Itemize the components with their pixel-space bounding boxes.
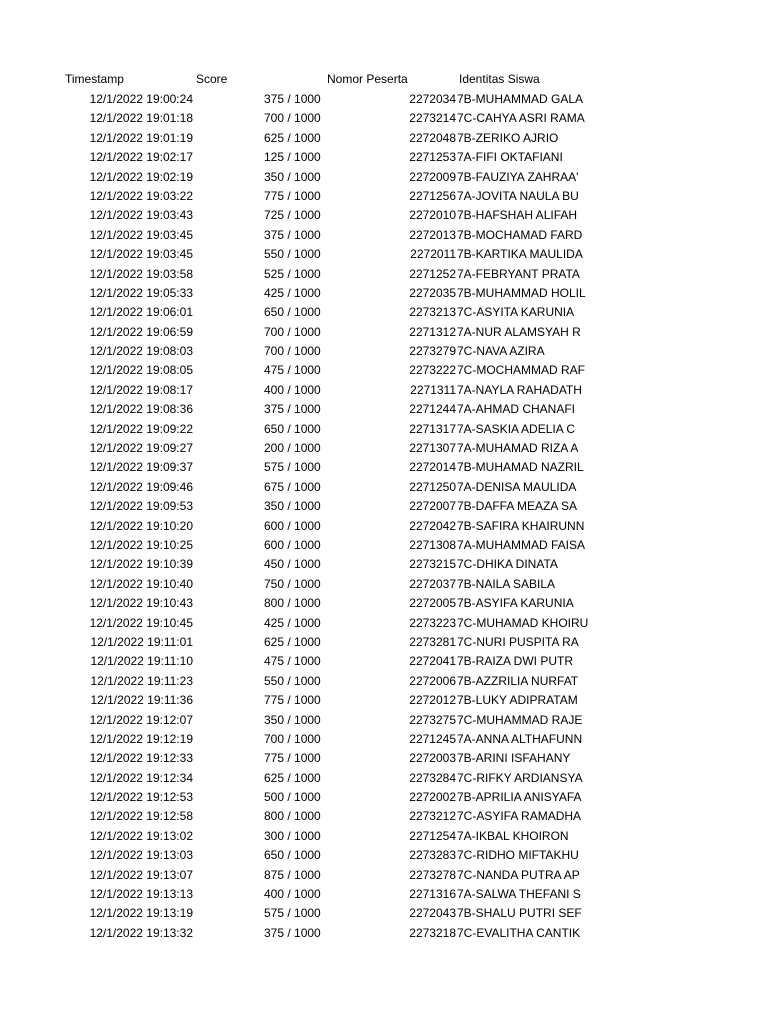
identitas-siswa-cell: 7A-JOVITA NAULA BU [457, 188, 579, 203]
table-row [0, 148, 768, 167]
timestamp-cell: 12/1/2022 19:03:45 [89, 247, 193, 262]
score-cell: 525 / 1000 [264, 266, 321, 281]
identitas-siswa-cell: 7C-RIDHO MIFTAKHU [457, 848, 579, 863]
score-cell: 350 / 1000 [264, 499, 321, 514]
table-row [0, 536, 768, 555]
identitas-siswa-cell: 7B-KARTIKA MAULIDA [457, 247, 583, 262]
identitas-siswa-cell: 7B-NAILA SABILA [457, 576, 556, 591]
nomor-peserta-cell: 2272035 [409, 285, 456, 300]
identitas-siswa-cell: 7C-DHIKA DINATA [457, 557, 558, 572]
table-row [0, 846, 768, 865]
identitas-siswa-cell: 7A-FEBRYANT PRATA [457, 266, 580, 281]
score-cell: 700 / 1000 [264, 344, 321, 359]
identitas-siswa-cell: 7B-MOCHAMAD FARD [457, 227, 583, 242]
table-row [0, 168, 768, 187]
identitas-siswa-cell: 7C-CAHYA ASRI RAMA [457, 111, 585, 126]
timestamp-cell: 12/1/2022 19:10:39 [89, 557, 193, 572]
nomor-peserta-cell: 2272011 [410, 247, 456, 262]
nomor-peserta-cell: 2271256 [409, 188, 456, 203]
nomor-peserta-cell: 2271254 [409, 828, 456, 843]
score-cell: 425 / 1000 [264, 285, 321, 300]
identitas-siswa-cell: 7B-ZERIKO AJRIO [457, 130, 559, 145]
timestamp-cell: 12/1/2022 19:01:19 [89, 130, 193, 145]
timestamp-cell: 12/1/2022 19:10:45 [89, 615, 193, 630]
table-row [0, 614, 768, 633]
identitas-siswa-cell: 7A-SASKIA ADELIA C [457, 421, 576, 436]
timestamp-cell: 12/1/2022 19:05:33 [89, 285, 193, 300]
timestamp-cell: 12/1/2022 19:12:07 [89, 712, 193, 727]
score-cell: 600 / 1000 [264, 537, 321, 552]
nomor-peserta-cell: 2272006 [409, 673, 456, 688]
nomor-peserta-cell: 2273284 [409, 770, 456, 785]
nomor-peserta-cell: 2271317 [409, 421, 456, 436]
header-identitas-siswa: Identitas Siswa [459, 72, 540, 86]
timestamp-cell: 12/1/2022 19:06:01 [89, 305, 193, 320]
nomor-peserta-cell: 2272037 [409, 576, 456, 591]
nomor-peserta-cell: 2273212 [409, 809, 456, 824]
table-row [0, 226, 768, 245]
score-cell: 700 / 1000 [264, 111, 321, 126]
table-row [0, 206, 768, 225]
score-cell: 375 / 1000 [264, 925, 321, 940]
timestamp-cell: 12/1/2022 19:10:40 [89, 576, 193, 591]
score-cell: 350 / 1000 [264, 169, 321, 184]
score-cell: 625 / 1000 [264, 130, 321, 145]
table-row [0, 400, 768, 419]
identitas-siswa-cell: 7B-APRILIA ANISYAFA [457, 790, 582, 805]
table-row [0, 652, 768, 671]
identitas-siswa-cell: 7A-NUR ALAMSYAH R [457, 324, 581, 339]
identitas-siswa-cell: 7C-NURI PUSPITA RA [457, 634, 579, 649]
timestamp-cell: 12/1/2022 19:10:20 [89, 518, 193, 533]
timestamp-cell: 12/1/2022 19:08:03 [89, 344, 193, 359]
table-row [0, 497, 768, 516]
table-row [0, 924, 768, 943]
table-row [0, 303, 768, 322]
table-row [0, 711, 768, 730]
timestamp-cell: 12/1/2022 19:00:24 [89, 92, 193, 106]
identitas-siswa-cell: 7B-HAFSHAH ALIFAH [457, 208, 578, 223]
timestamp-cell: 12/1/2022 19:10:25 [89, 537, 193, 552]
nomor-peserta-cell: 2271311 [410, 382, 456, 397]
identitas-siswa-cell: 7C-NAVA AZIRA [457, 344, 545, 359]
table-row [0, 904, 768, 923]
table-row [0, 555, 768, 574]
score-cell: 575 / 1000 [264, 460, 321, 475]
nomor-peserta-cell: 2273222 [409, 363, 456, 378]
timestamp-cell: 12/1/2022 19:08:17 [89, 382, 193, 397]
nomor-peserta-cell: 2273218 [409, 925, 456, 940]
identitas-siswa-cell: 7A-MUHAMMAD FAISA [457, 537, 586, 552]
identitas-siswa-cell: 7A-ANNA ALTHAFUNN [457, 731, 583, 746]
identitas-siswa-cell: 7C-NANDA PUTRA AP [457, 867, 580, 882]
nomor-peserta-cell: 2271316 [409, 887, 456, 902]
nomor-peserta-cell: 2272041 [409, 654, 456, 669]
score-cell: 650 / 1000 [264, 848, 321, 863]
identitas-siswa-cell: 7B-FAUZIYA ZAHRAA' [457, 169, 579, 184]
score-cell: 550 / 1000 [264, 673, 321, 688]
timestamp-cell: 12/1/2022 19:11:10 [90, 654, 193, 669]
nomor-peserta-cell: 2272007 [409, 499, 456, 514]
identitas-siswa-cell: 7B-ASYIFA KARUNIA [457, 596, 574, 611]
identitas-siswa-cell: 7A-FIFI OKTAFIANI [457, 150, 563, 165]
timestamp-cell: 12/1/2022 19:13:13 [89, 887, 193, 902]
score-cell: 550 / 1000 [264, 247, 321, 262]
table-row [0, 807, 768, 826]
score-cell: 200 / 1000 [264, 441, 321, 456]
identitas-siswa-cell: 7B-MUHAMMAD HOLIL [457, 285, 586, 300]
table-row [0, 478, 768, 497]
identitas-siswa-cell: 7C-ASYITA KARUNIA [457, 305, 575, 320]
score-cell: 775 / 1000 [264, 188, 321, 203]
nomor-peserta-cell: 2272005 [409, 596, 456, 611]
table-row [0, 265, 768, 284]
nomor-peserta-cell: 2271244 [409, 402, 456, 417]
table-row [0, 90, 768, 109]
identitas-siswa-cell: 7A-DENISA MAULIDA [457, 479, 577, 494]
table-row [0, 594, 768, 613]
timestamp-cell: 12/1/2022 19:13:03 [89, 848, 193, 863]
score-cell: 475 / 1000 [264, 363, 321, 378]
timestamp-cell: 12/1/2022 19:08:36 [89, 402, 193, 417]
identitas-siswa-cell: 7C-MUHAMMAD RAJE [457, 712, 583, 727]
timestamp-cell: 12/1/2022 19:09:53 [89, 499, 193, 514]
table-row [0, 575, 768, 594]
score-cell: 875 / 1000 [264, 867, 321, 882]
table-row [0, 109, 768, 128]
timestamp-cell: 12/1/2022 19:09:27 [89, 441, 193, 456]
score-cell: 775 / 1000 [264, 693, 321, 708]
table-row [0, 749, 768, 768]
table-row [0, 381, 768, 400]
table-row [0, 672, 768, 691]
score-cell: 475 / 1000 [264, 654, 321, 669]
nomor-peserta-cell: 2271253 [409, 150, 456, 165]
nomor-peserta-cell: 2272003 [409, 751, 456, 766]
nomor-peserta-cell: 2273283 [409, 848, 456, 863]
score-cell: 800 / 1000 [264, 809, 321, 824]
identitas-siswa-cell: 7B-SHALU PUTRI SEF [457, 906, 582, 921]
identitas-siswa-cell: 7A-SALWA THEFANI S [457, 887, 581, 902]
identitas-siswa-cell: 7B-ARINI ISFAHANY [457, 751, 571, 766]
table-row [0, 517, 768, 536]
table-row [0, 187, 768, 206]
score-cell: 650 / 1000 [264, 305, 321, 320]
nomor-peserta-cell: 2273213 [409, 305, 456, 320]
identitas-siswa-cell: 7B-LUKY ADIPRATAM [457, 693, 578, 708]
timestamp-cell: 12/1/2022 19:09:46 [89, 479, 193, 494]
table-row [0, 458, 768, 477]
timestamp-cell: 12/1/2022 19:11:36 [90, 693, 193, 708]
timestamp-cell: 12/1/2022 19:12:34 [89, 770, 193, 785]
nomor-peserta-cell: 2271307 [409, 441, 456, 456]
timestamp-cell: 12/1/2022 19:13:07 [89, 867, 193, 882]
timestamp-cell: 12/1/2022 19:03:43 [89, 208, 193, 223]
identitas-siswa-cell: 7A-NAYLA RAHADATH [457, 382, 582, 397]
table-body [0, 90, 768, 943]
nomor-peserta-cell: 2272014 [409, 460, 456, 475]
timestamp-cell: 12/1/2022 19:13:32 [89, 925, 193, 940]
nomor-peserta-cell: 2273278 [409, 867, 456, 882]
table-row [0, 420, 768, 439]
nomor-peserta-cell: 2271312 [409, 324, 456, 339]
score-cell: 125 / 1000 [264, 150, 321, 165]
nomor-peserta-cell: 2272043 [409, 906, 456, 921]
timestamp-cell: 12/1/2022 19:12:33 [89, 751, 193, 766]
table-row [0, 788, 768, 807]
table-row [0, 284, 768, 303]
table-row [0, 129, 768, 148]
table-row [0, 827, 768, 846]
timestamp-cell: 12/1/2022 19:01:18 [89, 111, 193, 126]
identitas-siswa-cell: 7B-AZZRILIA NURFAT [457, 673, 579, 688]
table-row [0, 730, 768, 749]
identitas-siswa-cell: 7B-SAFIRA KHAIRUNN [457, 518, 585, 533]
identitas-siswa-cell: 7A-MUHAMAD RIZA A [457, 441, 579, 456]
identitas-siswa-cell: 7C-RIFKY ARDIANSYA [457, 770, 583, 785]
timestamp-cell: 12/1/2022 19:13:19 [89, 906, 193, 921]
table-row [0, 769, 768, 788]
timestamp-cell: 12/1/2022 19:09:22 [89, 421, 193, 436]
nomor-peserta-cell: 2272012 [409, 693, 456, 708]
score-cell: 575 / 1000 [264, 906, 321, 921]
timestamp-cell: 12/1/2022 19:02:17 [89, 150, 193, 165]
timestamp-cell: 12/1/2022 19:03:45 [89, 227, 193, 242]
nomor-peserta-cell: 2272009 [409, 169, 456, 184]
score-cell: 700 / 1000 [264, 324, 321, 339]
score-cell: 600 / 1000 [264, 518, 321, 533]
header-timestamp: Timestamp [65, 72, 124, 86]
score-cell: 725 / 1000 [264, 208, 321, 223]
table-row [0, 245, 768, 264]
header-nomor-peserta: Nomor Peserta [327, 72, 408, 86]
timestamp-cell: 12/1/2022 19:03:22 [89, 188, 193, 203]
nomor-peserta-cell: 2272010 [409, 208, 456, 223]
timestamp-cell: 12/1/2022 19:13:02 [89, 828, 193, 843]
nomor-peserta-cell: 2273279 [409, 344, 456, 359]
nomor-peserta-cell: 2271252 [409, 266, 456, 281]
nomor-peserta-cell: 2272013 [409, 227, 456, 242]
nomor-peserta-cell: 2272034 [409, 92, 456, 106]
timestamp-cell: 12/1/2022 19:12:58 [89, 809, 193, 824]
nomor-peserta-cell: 2273223 [409, 615, 456, 630]
nomor-peserta-cell: 2273214 [409, 111, 456, 126]
nomor-peserta-cell: 2271245 [409, 731, 456, 746]
timestamp-cell: 12/1/2022 19:06:59 [89, 324, 193, 339]
score-cell: 300 / 1000 [264, 828, 321, 843]
identitas-siswa-cell: 7C-MOCHAMMAD RAF [457, 363, 585, 378]
score-cell: 700 / 1000 [264, 731, 321, 746]
score-cell: 400 / 1000 [264, 887, 321, 902]
score-cell: 375 / 1000 [264, 402, 321, 417]
header-score: Score [196, 72, 228, 86]
identitas-siswa-cell: 7C-MUHAMAD KHOIRU [457, 615, 589, 630]
nomor-peserta-cell: 2272048 [409, 130, 456, 145]
score-cell: 625 / 1000 [264, 770, 321, 785]
timestamp-cell: 12/1/2022 19:11:01 [90, 634, 193, 649]
score-cell: 675 / 1000 [264, 479, 321, 494]
nomor-peserta-cell: 2272042 [409, 518, 456, 533]
timestamp-cell: 12/1/2022 19:08:05 [89, 363, 193, 378]
timestamp-cell: 12/1/2022 19:09:37 [89, 460, 193, 475]
score-cell: 775 / 1000 [264, 751, 321, 766]
timestamp-cell: 12/1/2022 19:12:19 [89, 731, 193, 746]
score-cell: 425 / 1000 [264, 615, 321, 630]
timestamp-cell: 12/1/2022 19:12:53 [89, 790, 193, 805]
score-cell: 375 / 1000 [264, 227, 321, 242]
identitas-siswa-cell: 7A-IKBAL KHOIRON [457, 828, 569, 843]
identitas-siswa-cell: 7B-DAFFA MEAZA SA [457, 499, 578, 514]
identitas-siswa-cell: 7B-MUHAMMAD GALA [457, 92, 584, 106]
nomor-peserta-cell: 2272002 [409, 790, 456, 805]
nomor-peserta-cell: 2271250 [409, 479, 456, 494]
table-row [0, 633, 768, 652]
timestamp-cell: 12/1/2022 19:02:19 [89, 169, 193, 184]
nomor-peserta-cell: 2273275 [409, 712, 456, 727]
nomor-peserta-cell: 2273281 [409, 634, 456, 649]
score-cell: 375 / 1000 [264, 92, 321, 106]
timestamp-cell: 12/1/2022 19:11:23 [90, 673, 193, 688]
score-cell: 650 / 1000 [264, 421, 321, 436]
score-cell: 800 / 1000 [264, 596, 321, 611]
score-cell: 400 / 1000 [264, 382, 321, 397]
identitas-siswa-cell: 7B-RAIZA DWI PUTR [457, 654, 574, 669]
nomor-peserta-cell: 2271308 [409, 537, 456, 552]
timestamp-cell: 12/1/2022 19:03:58 [89, 266, 193, 281]
identitas-siswa-cell: 7C-EVALITHA CANTIK [457, 925, 581, 940]
table-row [0, 342, 768, 361]
identitas-siswa-cell: 7A-AHMAD CHANAFI [457, 402, 576, 417]
table-row [0, 361, 768, 380]
score-cell: 750 / 1000 [264, 576, 321, 591]
timestamp-cell: 12/1/2022 19:10:43 [89, 596, 193, 611]
score-cell: 350 / 1000 [264, 712, 321, 727]
table-row [0, 691, 768, 710]
score-cell: 450 / 1000 [264, 557, 321, 572]
identitas-siswa-cell: 7B-MUHAMAD NAZRIL [457, 460, 584, 475]
score-cell: 625 / 1000 [264, 634, 321, 649]
table-row [0, 866, 768, 885]
table-row [0, 323, 768, 342]
table-row [0, 885, 768, 904]
table-row [0, 439, 768, 458]
score-cell: 500 / 1000 [264, 790, 321, 805]
identitas-siswa-cell: 7C-ASYIFA RAMADHA [457, 809, 582, 824]
nomor-peserta-cell: 2273215 [409, 557, 456, 572]
